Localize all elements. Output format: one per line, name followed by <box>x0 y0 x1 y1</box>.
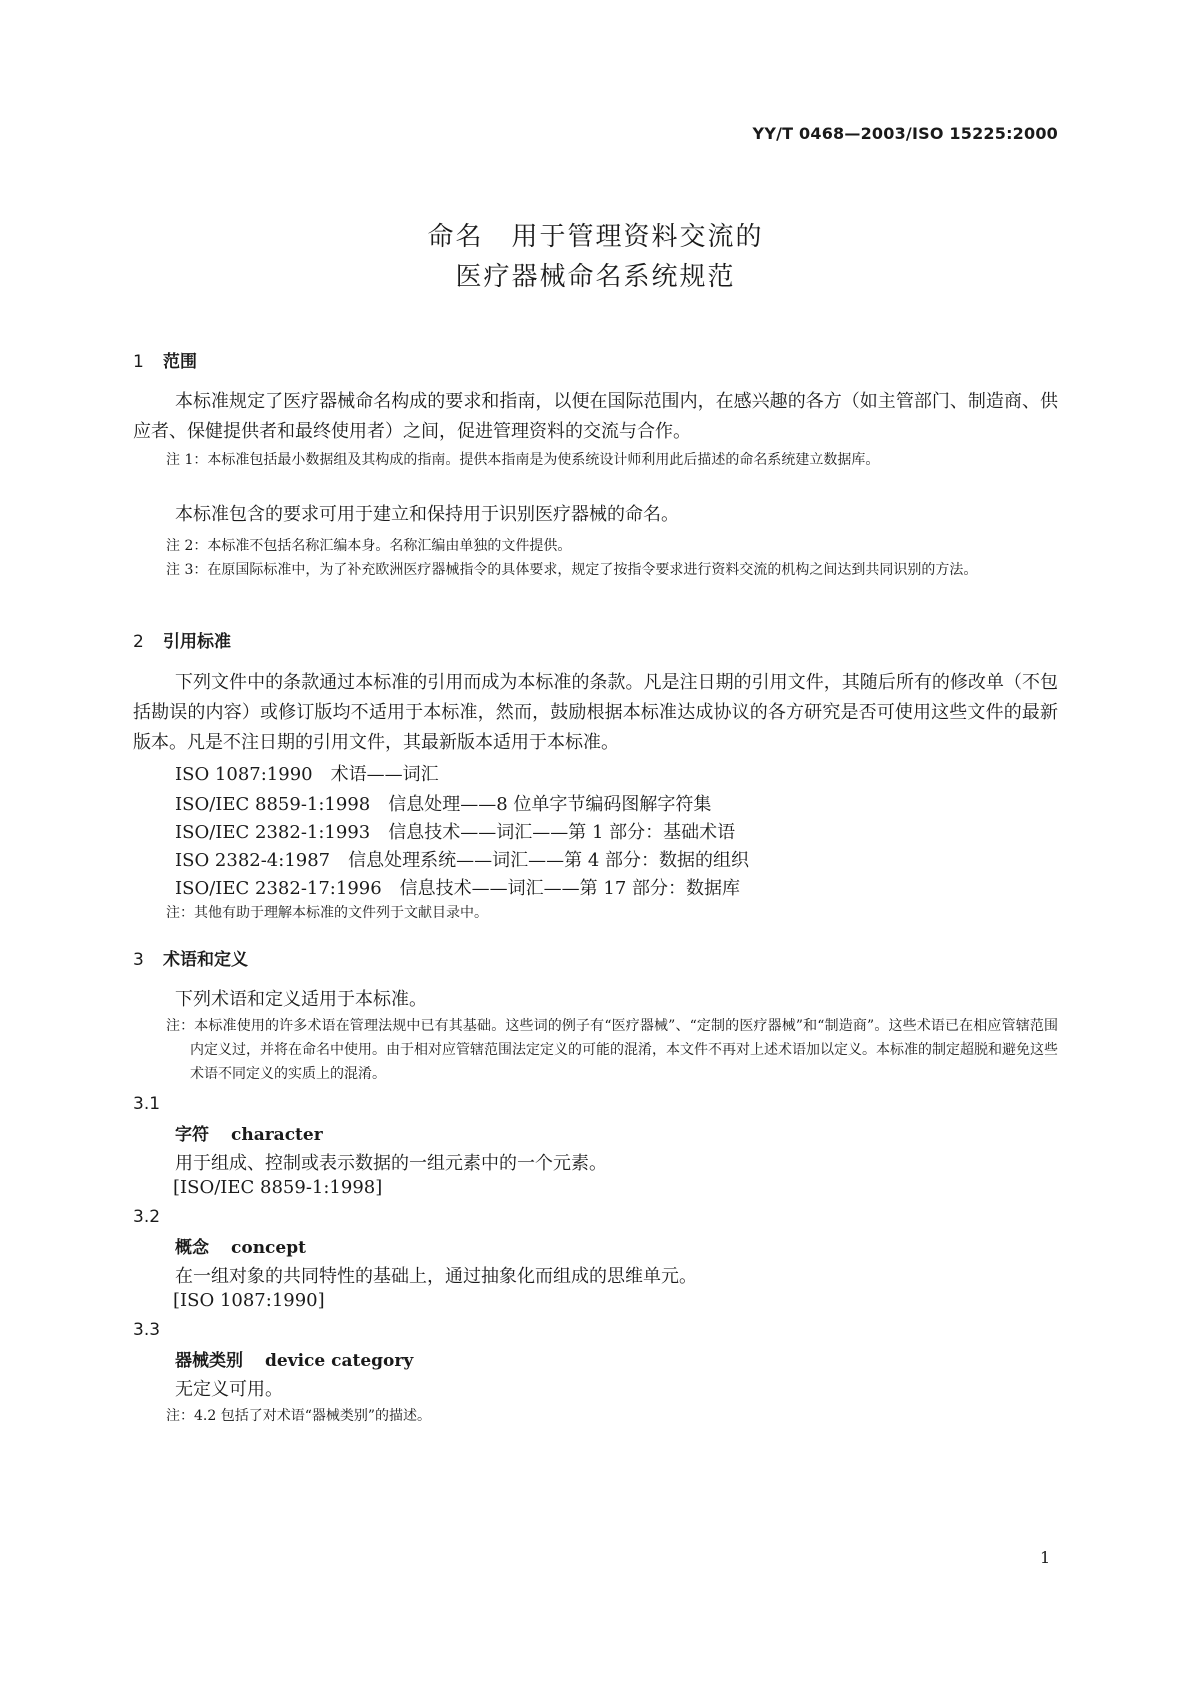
section-title: 术语和定义 <box>163 950 248 970</box>
document-title-line1: 命名 用于管理资料交流的 <box>427 222 764 252</box>
scope-note-1 <box>166 448 1058 472</box>
term-definition: 用于组成、控制或表示数据的一组元素中的一个元素。 <box>175 1153 607 1174</box>
term-definition: 在一组对象的共同特性的基础上，通过抽象化而组成的思维单元。 <box>175 1266 697 1287</box>
term-definition: 无定义可用。 <box>175 1379 283 1400</box>
scope-paragraph-2: 本标准包含的要求可用于建立和保持用于识别医疗器械的命名。 <box>175 504 679 525</box>
term-3-1 <box>175 1120 323 1145</box>
section-2-heading <box>133 627 231 652</box>
term-zh: 器械类别 <box>175 1351 243 1371</box>
section-title: 引用标准 <box>163 632 231 652</box>
section-number: 1 <box>133 352 144 372</box>
section-1-heading <box>133 347 197 372</box>
term-zh: 概念 <box>175 1238 209 1258</box>
scope-note-3 <box>166 558 1058 582</box>
term-note: 注：4.2 包括了对术语“器械类别”的描述。 <box>166 1408 432 1424</box>
reference-item: ISO 1087:1990 术语——词汇 <box>175 764 439 785</box>
section-title: 范围 <box>163 352 197 372</box>
reference-item: ISO/IEC 2382-17:1996 信息技术——词汇——第 17 部分：数据库 <box>175 878 741 899</box>
term-en: device category <box>265 1351 414 1371</box>
references-paragraph: 下列文件中的条款通过本标准的引用而成为本标准的条款。凡是注日期的引用文件，其随后所有的修改单（不包括勘误的内容）或修订版均不适用于本标准，然而，鼓励根据本标准达成协议的各方研究是否可使用这些文件的最新版本。凡是不注日期的引用文件，其最新版本适用于本标准。 <box>133 672 1058 753</box>
terms-note <box>166 1014 1058 1086</box>
terms-intro: 下列术语和定义适用于本标准。 <box>175 989 427 1010</box>
note-text: 注 2：本标准不包括名称汇编本身。名称汇编由单独的文件提供。 <box>166 538 572 554</box>
clause-number: 3.1 <box>133 1094 161 1114</box>
clause-number: 3.2 <box>133 1207 161 1227</box>
note-text: 注 1：本标准包括最小数据组及其构成的指南。提供本指南是为使系统设计师利用此后描述的命名系统建立数据库。 <box>166 452 880 468</box>
clause-number: 3.3 <box>133 1320 161 1340</box>
references-note: 注：其他有助于理解本标准的文件列于文献目录中。 <box>166 905 488 921</box>
section-number: 3 <box>133 950 144 970</box>
reference-item: ISO/IEC 2382-1:1993 信息技术——词汇——第 1 部分：基础术语 <box>175 822 736 843</box>
note-text: 注：本标准使用的许多术语在管理法规中已有其基础。这些词的例子有“医疗器械”、“定制的医疗器械”和“制造商”。这些术语已在相应管辖范围内定义过，并将在命名中使用。由于相对应管辖范围法定定义的可能的混淆，本文件不再对上述术语加以定义。本标准的制定超脱和避免这些术语不同定义的实质上的混淆。 <box>166 1018 1058 1082</box>
term-en: character <box>231 1125 323 1145</box>
reference-item: ISO/IEC 8859-1:1998 信息处理——8 位单字节编码图解字符集 <box>175 794 712 815</box>
section-3-heading <box>133 945 248 970</box>
page-number: 1 <box>1040 1548 1051 1567</box>
standard-number: YY/T 0468—2003/ISO 15225:2000 <box>752 124 1058 143</box>
term-en: concept <box>231 1238 306 1258</box>
term-source: [ISO 1087:1990] <box>173 1290 325 1311</box>
note-text: 注 3：在原国际标准中，为了补充欧洲医疗器械指令的具体要求，规定了按指令要求进行资料交流的机构之间达到共同识别的方法。 <box>166 562 978 578</box>
document-title-line2: 医疗器械命名系统规范 <box>455 262 736 292</box>
scope-paragraph: 本标准规定了医疗器械命名构成的要求和指南，以便在国际范围内，在感兴趣的各方（如主管部门、制造商、供应者、保健提供者和最终使用者）之间，促进管理资料的交流与合作。 <box>133 391 1058 442</box>
reference-item: ISO 2382-4:1987 信息处理系统——词汇——第 4 部分：数据的组织 <box>175 850 750 871</box>
section-number: 2 <box>133 632 144 652</box>
term-zh: 字符 <box>175 1125 209 1145</box>
term-3-3 <box>175 1346 413 1371</box>
term-3-2 <box>175 1233 306 1258</box>
term-source: [ISO/IEC 8859-1:1998] <box>173 1177 383 1198</box>
scope-note-2 <box>166 534 1058 558</box>
